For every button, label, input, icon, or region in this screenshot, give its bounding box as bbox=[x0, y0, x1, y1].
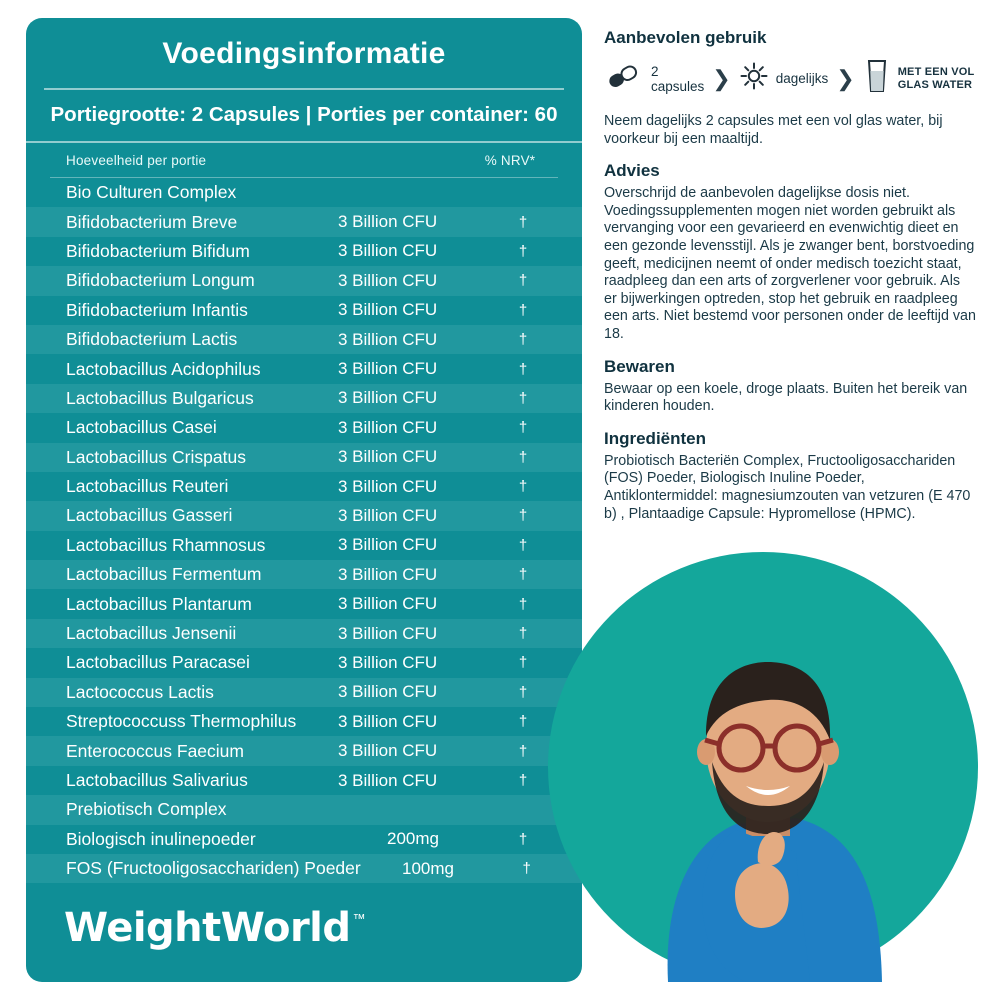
usage-step-water bbox=[863, 58, 976, 99]
table-row bbox=[26, 325, 582, 354]
ingredient-nrv: † bbox=[518, 683, 528, 701]
ingredient-amount: 3 Billion CFU bbox=[338, 388, 438, 408]
advice-text: Overschrijd de aanbevolen dagelijkse dosis niet. Voedingssupplementen mogen niet worden gebruikt als vervanging voor een gevarieerd en evenwichtig dieet en een gezonde levensstijl. Als je zwanger bent, borstvoeding geeft, medicijnen neemt of onder medisch toezicht staat, raadpleeg dan een arts of zorgverlener voor gebruik. Als er bijwerkingen optreden, stop het gebruik en raadpleeg een arts. Niet bestemd voor personen onder de leeftijd van 18. bbox=[604, 185, 976, 342]
ingredient-name: Lactobacillus Paracasei bbox=[66, 652, 250, 673]
ingredient-nrv: † bbox=[518, 478, 528, 496]
table-row bbox=[26, 443, 582, 472]
storage-text: Bewaar op een koele, droge plaats. Buiten het bereik van kinderen houden. bbox=[604, 380, 968, 415]
ingredient-name: Lactobacillus Fermentum bbox=[66, 564, 262, 585]
ingredient-name: FOS (Fructooligosacchariden) Poeder bbox=[66, 858, 361, 879]
ingredient-name: Lactobacillus Bulgaricus bbox=[66, 387, 254, 408]
ingredient-nrv: † bbox=[518, 389, 528, 407]
ingredient-amount: 200mg bbox=[387, 829, 439, 849]
ingredient-nrv: † bbox=[518, 331, 528, 349]
table-row bbox=[26, 736, 582, 765]
usage-heading: Aanbevolen gebruik bbox=[604, 28, 767, 47]
ingredient-name: Lactobacillus Rhamnosus bbox=[66, 534, 266, 555]
ingredients-table bbox=[26, 178, 582, 883]
table-row bbox=[26, 560, 582, 589]
chevron-right-icon-1: ❯ bbox=[712, 65, 731, 91]
ingredient-nrv: † bbox=[518, 595, 528, 613]
water-glass-icon bbox=[863, 58, 891, 99]
table-row bbox=[26, 854, 582, 883]
ingredient-amount: 3 Billion CFU bbox=[338, 359, 438, 379]
advice-heading: Advies bbox=[604, 161, 660, 181]
capsules-label: 2 capsules bbox=[651, 63, 705, 94]
table-row bbox=[26, 531, 582, 560]
brand-name: WeightWorld bbox=[64, 905, 351, 951]
nutrition-panel bbox=[26, 18, 582, 982]
table-row bbox=[26, 678, 582, 707]
usage-step-daily bbox=[739, 61, 829, 96]
usage-text: Neem dagelijks 2 capsules met een vol glas water, bij voorkeur bij een maaltijd. bbox=[604, 113, 943, 147]
ingredient-amount: 3 Billion CFU bbox=[338, 212, 438, 232]
table-row bbox=[26, 707, 582, 736]
ingredient-name: Lactobacillus Plantarum bbox=[66, 593, 252, 614]
ingredient-name: Lactobacillus Jensenii bbox=[66, 623, 237, 644]
ingredient-amount: 3 Billion CFU bbox=[338, 300, 438, 320]
ingredient-name: Bifidobacterium Breve bbox=[66, 211, 238, 232]
table-row bbox=[26, 766, 582, 795]
usage-step-capsules bbox=[604, 61, 704, 96]
column-header-nrv: % NRV* bbox=[484, 153, 536, 168]
ingredient-amount: 3 Billion CFU bbox=[338, 594, 438, 614]
ingredient-name: Prebiotisch Complex bbox=[66, 799, 227, 820]
instructions-column bbox=[604, 28, 976, 536]
table-row bbox=[26, 296, 582, 325]
ingredient-nrv: † bbox=[518, 536, 528, 554]
ingredient-amount: 3 Billion CFU bbox=[338, 535, 438, 555]
ingredient-nrv: † bbox=[518, 242, 528, 260]
ingredient-name: Bifidobacterium Bifidum bbox=[66, 240, 250, 261]
ingredient-name: Lactobacillus Gasseri bbox=[66, 505, 233, 526]
ingredient-name: Enterococcus Faecium bbox=[66, 740, 244, 761]
ingredient-name: Streptococcuss Thermophilus bbox=[66, 711, 297, 732]
table-row bbox=[26, 472, 582, 501]
ingredient-nrv: † bbox=[518, 625, 528, 643]
ingredient-name: Bifidobacterium Longum bbox=[66, 270, 255, 291]
ingredient-nrv: † bbox=[518, 448, 528, 466]
daily-label: dagelijks bbox=[775, 71, 829, 86]
ingredient-name: Lactobacillus Crispatus bbox=[66, 446, 246, 467]
table-row bbox=[26, 178, 582, 207]
ingredient-amount: 3 Billion CFU bbox=[338, 476, 438, 496]
ingredient-nrv: † bbox=[518, 566, 528, 584]
ingredient-amount: 3 Billion CFU bbox=[338, 623, 438, 643]
ingredient-nrv: † bbox=[518, 301, 528, 319]
ingredient-nrv: † bbox=[518, 272, 528, 290]
ingredient-amount: 3 Billion CFU bbox=[338, 447, 438, 467]
table-row bbox=[26, 354, 582, 383]
person-photo-illustration bbox=[560, 512, 964, 982]
ingredients-heading: Ingrediënten bbox=[604, 428, 707, 448]
ingredient-nrv: † bbox=[518, 507, 528, 525]
ingredient-amount: 3 Billion CFU bbox=[338, 564, 438, 584]
chevron-right-icon-2: ❯ bbox=[836, 65, 855, 91]
ingredient-amount: 3 Billion CFU bbox=[338, 770, 438, 790]
ingredient-amount: 3 Billion CFU bbox=[338, 270, 438, 290]
table-row bbox=[26, 795, 582, 824]
ingredient-amount: 3 Billion CFU bbox=[338, 741, 438, 761]
ingredients-text: Probiotisch Bacteriën Complex, Fructooligosacchariden (FOS) Poeder, Biologisch Inuline Poeder, Antiklontermiddel: magnesiumzouten van vetzuren (E 470 b) , Plantaadige Capsule: Hypromellose (HPMC). bbox=[604, 452, 971, 522]
table-row bbox=[26, 619, 582, 648]
trademark-symbol: ™ bbox=[352, 911, 366, 926]
table-row bbox=[26, 207, 582, 236]
ingredient-nrv: † bbox=[518, 713, 528, 731]
sun-icon bbox=[739, 61, 769, 96]
ingredient-name: Lactobacillus Acidophilus bbox=[66, 358, 261, 379]
ingredient-amount: 3 Billion CFU bbox=[338, 682, 438, 702]
capsule-icon bbox=[604, 61, 644, 96]
ingredient-name: Lactococcus Lactis bbox=[66, 681, 214, 702]
ingredient-amount: 3 Billion CFU bbox=[338, 505, 438, 525]
ingredient-name: Lactobacillus Salivarius bbox=[66, 770, 248, 790]
ingredient-name: Biologisch inulinepoeder bbox=[66, 828, 256, 849]
ingredient-nrv: † bbox=[518, 830, 528, 848]
ingredient-name: Bio Culturen Complex bbox=[66, 182, 237, 203]
usage-diagram bbox=[604, 58, 976, 99]
ingredient-amount: 3 Billion CFU bbox=[338, 711, 438, 731]
ingredient-amount: 3 Billion CFU bbox=[338, 329, 438, 349]
ingredient-nrv: † bbox=[518, 419, 528, 437]
ingredient-name: Bifidobacterium Lactis bbox=[66, 329, 238, 350]
serving-size-text: Portiegrootte: 2 Capsules | Porties per container: 60 bbox=[50, 103, 558, 126]
column-header-amount: Hoeveelheid per portie bbox=[66, 153, 207, 168]
ingredient-amount: 3 Billion CFU bbox=[338, 241, 438, 261]
ingredient-nrv: † bbox=[518, 213, 528, 231]
ingredient-name: Bifidobacterium Infantis bbox=[66, 299, 248, 320]
water-label: MET EEN VOL GLAS WATER bbox=[897, 66, 975, 91]
ingredient-amount: 3 Billion CFU bbox=[338, 417, 438, 437]
ingredient-nrv: † bbox=[518, 654, 528, 672]
table-row bbox=[26, 825, 582, 854]
ingredient-nrv: † bbox=[518, 772, 528, 789]
table-row bbox=[26, 266, 582, 295]
table-row bbox=[26, 501, 582, 530]
ingredient-amount: 3 Billion CFU bbox=[338, 652, 438, 672]
ingredient-nrv: † bbox=[518, 360, 528, 378]
table-header bbox=[26, 143, 582, 177]
table-row bbox=[26, 384, 582, 413]
table-row bbox=[26, 413, 582, 442]
ingredient-nrv: † bbox=[518, 742, 528, 760]
ingredient-nrv: † bbox=[522, 860, 531, 878]
brand-logo bbox=[64, 905, 366, 951]
table-row bbox=[26, 237, 582, 266]
table-row bbox=[26, 648, 582, 677]
ingredient-amount: 100mg bbox=[401, 858, 454, 878]
ingredient-name: Lactobacillus Reuteri bbox=[66, 476, 229, 497]
storage-heading: Bewaren bbox=[604, 356, 675, 376]
ingredient-name: Lactobacillus Casei bbox=[66, 417, 217, 438]
page-title: Voedingsinformatie bbox=[162, 37, 446, 70]
table-row bbox=[26, 589, 582, 618]
